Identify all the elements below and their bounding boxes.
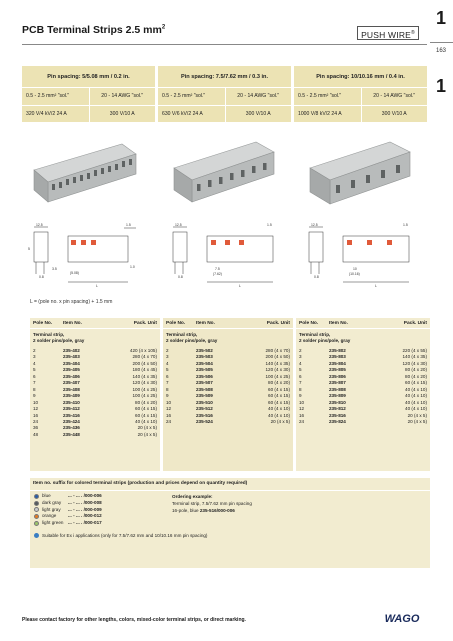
item-no-cell: 235-512 <box>196 406 213 412</box>
dim-label: 5 <box>28 247 30 251</box>
table-row <box>296 419 430 425</box>
pole-no-cell: 8 <box>299 386 302 392</box>
section-title-line: 2 solder pins/pole, gray <box>166 338 218 343</box>
ordering-example <box>172 494 252 514</box>
spec-row-rating <box>294 106 427 123</box>
order-column-7mm <box>163 318 293 471</box>
pole-no-cell: 2 <box>33 348 36 353</box>
item-no-cell: 235-402 <box>63 348 80 353</box>
dim-label: 1.5 <box>126 223 131 227</box>
pole-no-cell: 10 <box>299 399 305 405</box>
pole-no-cell: 5 <box>166 367 169 373</box>
pole-no-cell: 10 <box>166 399 172 405</box>
side-divider <box>430 42 453 43</box>
spec-cell: 0.5 - 2.5 mm² "sol." <box>298 93 342 99</box>
item-no-cell: 235-812 <box>329 406 346 412</box>
dim-label: (7.62) <box>213 272 222 276</box>
pole-no-cell: 10 <box>33 399 39 405</box>
pack-unit-cell: 20 (4 x 5) <box>407 412 427 418</box>
header-item-no: Item No. <box>196 321 215 326</box>
spec-cell: 0.5 - 2.5 mm² "sol." <box>162 93 206 99</box>
pack-unit-cell: 420 (4 x 105) <box>129 348 157 353</box>
spec-column-5mm <box>22 66 155 122</box>
item-no-cell: 235-406 <box>63 373 80 379</box>
footer-note: Please contact factory for other lengths, colors, mixed-color terminal strips, or direct marking. <box>22 617 246 623</box>
terminal-strip-photo-7mm <box>170 130 280 210</box>
pole-no-cell: 6 <box>299 373 302 379</box>
suffix-title: Item no. suffix for colored terminal strips (production and prices depend on quantity required) <box>30 478 430 491</box>
dim-label: 1.5 <box>403 223 408 227</box>
wago-logo <box>380 611 424 625</box>
item-no-cell: 235-412 <box>63 406 80 412</box>
dim-label: 0.8 <box>178 275 183 279</box>
brand-badge <box>357 26 419 40</box>
pole-no-cell: 4 <box>166 360 169 366</box>
section-title <box>30 329 160 344</box>
terminal-strip-photo-10mm <box>306 130 416 210</box>
header-pole-no: Pole No. <box>166 321 186 326</box>
pack-unit-cell: 40 (4 x 10) <box>405 393 427 399</box>
pole-no-cell: 16 <box>299 412 305 418</box>
example-line: Terminal strip, 7.5/7.62 mm pin spacing <box>172 500 252 506</box>
item-no-cell: 235-403 <box>63 354 80 360</box>
spec-cell: 300 V/10 A <box>225 106 292 123</box>
suffix-item <box>34 507 154 514</box>
example-prefix: 16-pole, blue <box>172 507 199 513</box>
header-pack-unit: Pack. Unit <box>403 321 427 326</box>
spec-cell: 20 - 14 AWG "sol." <box>361 88 428 105</box>
column-header <box>296 318 430 329</box>
pole-no-cell: 9 <box>166 393 169 399</box>
logo-text: WAGO <box>384 613 420 625</box>
item-no-cell: 235-803 <box>329 354 346 360</box>
spec-cell: 0.5 - 2.5 mm² "sol." <box>26 93 70 99</box>
pole-no-cell: 16 <box>166 412 172 418</box>
ex-i-icon <box>34 533 39 538</box>
spec-cell: 300 V/10 A <box>361 106 428 123</box>
item-no-cell: 235-410 <box>63 399 80 405</box>
item-no-cell: 235-509 <box>196 393 213 399</box>
item-no-cell: 235-824 <box>329 418 346 424</box>
dim-label: 1.0 <box>130 265 135 269</box>
example-title: Ordering example: <box>172 494 213 499</box>
ex-i-note <box>34 533 207 538</box>
pole-no-cell: 24 <box>299 418 305 424</box>
color-name: dark gray <box>42 499 62 505</box>
spec-heading: Pin spacing: 5/5.08 mm / 0.2 in. <box>22 66 155 88</box>
pole-no-cell: 4 <box>33 360 36 366</box>
suffix-item <box>34 500 154 507</box>
pack-unit-cell: 140 (4 x 35) <box>402 354 427 360</box>
spec-cell: 630 V/6 kV/2 24 A <box>162 110 203 117</box>
header-pack-unit: Pack. Unit <box>266 321 290 326</box>
spec-row-wire <box>22 88 155 106</box>
pack-unit-cell: 40 (4 x 10) <box>268 412 290 418</box>
color-code: ... - ... . /000-017 <box>68 520 102 526</box>
pack-unit-cell: 60 (4 x 15) <box>268 399 290 405</box>
spec-heading: Pin spacing: 10/10.16 mm / 0.4 in. <box>294 66 427 88</box>
section-title-line: Terminal strip, <box>166 332 198 337</box>
pack-unit-cell: 60 (4 x 15) <box>135 412 157 418</box>
header-item-no: Item No. <box>329 321 348 326</box>
item-no-cell: 235-416 <box>63 412 80 418</box>
item-no-cell: 235-407 <box>63 380 80 386</box>
brand-text: PUSH WIRE <box>361 29 412 40</box>
column-header <box>163 318 293 329</box>
spec-table <box>22 66 427 122</box>
spec-row-rating <box>22 106 155 123</box>
item-no-cell: 235-502 <box>196 348 213 353</box>
item-no-cell: 235-806 <box>329 373 346 379</box>
pole-no-cell: 2 <box>166 348 169 353</box>
spec-row-wire <box>158 88 291 106</box>
section-title-line: Terminal strip, <box>33 332 65 337</box>
pack-unit-cell: 40 (4 x 10) <box>405 406 427 412</box>
item-no-cell: 235-810 <box>329 399 346 405</box>
pole-no-cell: 3 <box>166 354 169 360</box>
item-no-cell: 235-405 <box>63 367 80 373</box>
section-title-line: 2 solder pins/pole, gray <box>299 338 351 343</box>
color-swatch-icon <box>34 494 39 499</box>
dim-label: L <box>239 284 241 288</box>
chapter-tab: 1 <box>435 76 446 96</box>
pack-unit-cell: 200 (4 x 50) <box>265 354 290 360</box>
pack-unit-cell: 60 (4 x 15) <box>268 393 290 399</box>
item-no-cell: 235-802 <box>329 348 346 353</box>
pack-unit-cell: 60 (4 x 15) <box>268 386 290 392</box>
item-no-cell: 235-507 <box>196 380 213 386</box>
pack-unit-cell: 40 (4 x 10) <box>405 386 427 392</box>
column-header <box>30 318 160 329</box>
terminal-strip-photo-5mm <box>30 130 140 210</box>
pole-no-cell: 12 <box>33 406 39 412</box>
chapter-number: 1 <box>435 8 446 28</box>
item-no-cell: 235-505 <box>196 367 213 373</box>
page-number: 163 <box>435 48 446 54</box>
spec-heading: Pin spacing: 7.5/7.62 mm / 0.3 in. <box>158 66 291 88</box>
pack-unit-cell: 120 (4 x 30) <box>265 367 290 373</box>
suffix-item <box>34 493 154 500</box>
pole-no-cell: 16 <box>33 412 39 418</box>
item-no-cell: 235-404 <box>63 360 80 366</box>
dim-label: 12.5 <box>175 223 182 227</box>
pole-no-cell: 3 <box>33 354 36 360</box>
item-no-cell: 235-816 <box>329 412 346 418</box>
brand-registered-mark: ® <box>411 30 415 36</box>
color-swatch-icon <box>34 514 39 519</box>
pole-no-cell: 5 <box>33 367 36 373</box>
pack-unit-cell: 120 (4 x 30) <box>402 360 427 366</box>
order-column-10mm <box>296 318 430 471</box>
pole-no-cell: 6 <box>166 373 169 379</box>
item-no-cell: 235-503 <box>196 354 213 360</box>
item-no-cell: 235-436 <box>63 425 80 431</box>
item-no-cell: 235-510 <box>196 399 213 405</box>
dim-label: 0.8 <box>314 275 319 279</box>
item-no-cell: 235-424 <box>63 418 80 424</box>
example-line <box>172 508 252 515</box>
pack-unit-cell: 20 (4 x 5) <box>270 418 290 424</box>
spec-row-wire <box>294 88 427 106</box>
pack-unit-cell: 20 (4 x 5) <box>137 431 157 437</box>
dim-label: 1.5 <box>267 223 272 227</box>
pack-unit-cell: 140 (4 x 35) <box>132 373 157 379</box>
pole-no-cell: 8 <box>166 386 169 392</box>
pole-no-cell: 12 <box>166 406 172 412</box>
color-code: ... - ... . /000-006 <box>68 493 102 498</box>
color-suffix-box <box>30 478 430 568</box>
ex-i-note-text: Suitable for Ex i applications (only for 7.5/7.62 mm and 10/10.16 mm pin spacing) <box>42 533 208 538</box>
dim-label: 12.5 <box>311 223 318 227</box>
pole-no-cell: 8 <box>33 386 36 392</box>
spec-cell: 1000 V/8 kV/2 24 A <box>298 110 342 117</box>
pack-unit-cell: 140 (4 x 35) <box>265 360 290 366</box>
dim-label: 3.5 <box>52 267 57 271</box>
pack-unit-cell: 200 (4 x 50) <box>132 360 157 366</box>
dim-label: 12.5 <box>36 223 43 227</box>
page-title <box>22 24 165 36</box>
pole-no-cell: 7 <box>166 380 169 386</box>
dim-label: L <box>96 284 98 288</box>
color-name: light gray <box>42 506 61 512</box>
header-divider <box>22 44 427 45</box>
pack-unit-cell: 60 (4 x 15) <box>405 380 427 386</box>
dimension-drawing-5mm <box>26 222 151 290</box>
pole-no-cell: 9 <box>33 393 36 399</box>
spec-row-rating <box>158 106 291 123</box>
order-rows <box>296 348 430 425</box>
color-swatch-icon <box>34 507 39 512</box>
order-rows <box>30 348 160 438</box>
header-pole-no: Pole No. <box>299 321 319 326</box>
order-rows <box>163 348 293 425</box>
dim-label: 7.5 <box>215 267 220 271</box>
spec-column-10mm <box>294 66 427 122</box>
pack-unit-cell: 100 (4 x 25) <box>265 373 290 379</box>
color-code: ... - ... . /000-009 <box>68 506 102 512</box>
pole-no-cell: 4 <box>299 360 302 366</box>
pole-no-cell: 12 <box>299 406 305 412</box>
item-no-cell: 235-804 <box>329 360 346 366</box>
suffix-list <box>34 493 154 527</box>
item-no-cell: 235-448 <box>63 431 80 437</box>
section-title <box>163 329 293 344</box>
pole-no-cell: 7 <box>299 380 302 386</box>
pole-no-cell: 2 <box>299 348 302 353</box>
dimension-drawing-10mm <box>301 222 426 290</box>
pole-no-cell: 7 <box>33 380 36 386</box>
dimension-drawing-7mm <box>165 222 290 290</box>
pole-no-cell: 6 <box>33 373 36 379</box>
suffix-item <box>34 520 154 527</box>
pole-no-cell: 24 <box>166 418 172 424</box>
pack-unit-cell: 80 (4 x 20) <box>135 399 157 405</box>
header-item-no: Item No. <box>63 321 82 326</box>
item-no-cell: 235-808 <box>329 386 346 392</box>
pack-unit-cell: 100 (4 x 25) <box>132 386 157 392</box>
pole-no-cell: 9 <box>299 393 302 399</box>
dim-label: (5.08) <box>70 271 79 275</box>
example-code: 235-516/000-006 <box>199 507 235 513</box>
item-no-cell: 235-409 <box>63 393 80 399</box>
pack-unit-cell: 280 (4 x 70) <box>132 354 157 360</box>
item-no-cell: 235-508 <box>196 386 213 392</box>
color-swatch-icon <box>34 501 39 506</box>
ordering-table <box>30 318 430 471</box>
item-no-cell: 235-506 <box>196 373 213 379</box>
color-code: ... - ... . /000-012 <box>68 513 102 519</box>
pack-unit-cell: 20 (4 x 5) <box>137 425 157 431</box>
section-title <box>296 329 430 344</box>
item-no-cell: 235-809 <box>329 393 346 399</box>
item-no-cell: 235-408 <box>63 386 80 392</box>
item-no-cell: 235-807 <box>329 380 346 386</box>
color-name: light green <box>42 520 64 526</box>
table-row <box>30 432 160 438</box>
pole-no-cell: 5 <box>299 367 302 373</box>
pack-unit-cell: 280 (4 x 70) <box>265 348 290 353</box>
spec-cell: 320 V/4 kV/2 24 A <box>26 110 67 117</box>
page-title-superscript: 2 <box>161 24 166 31</box>
pack-unit-cell: 180 (4 x 45) <box>132 367 157 373</box>
pole-no-cell: 3 <box>299 354 302 360</box>
dim-label: 0.8 <box>39 275 44 279</box>
spec-cell: 300 V/10 A <box>89 106 156 123</box>
order-column-5mm <box>30 318 160 471</box>
dim-label: (10.16) <box>349 272 360 276</box>
spec-column-7mm <box>158 66 291 122</box>
spec-cell: 20 - 14 AWG "sol." <box>225 88 292 105</box>
pack-unit-cell: 40 (4 x 10) <box>268 406 290 412</box>
table-row <box>163 419 293 425</box>
pole-no-cell: 24 <box>33 418 39 424</box>
color-name: blue <box>42 493 51 498</box>
pack-unit-cell: 20 (4 x 5) <box>407 418 427 424</box>
item-no-cell: 235-516 <box>196 412 213 418</box>
header-pack-unit: Pack. Unit <box>133 321 157 326</box>
color-swatch-icon <box>34 521 39 526</box>
pack-unit-cell: 120 (4 x 30) <box>132 380 157 386</box>
item-no-cell: 235-805 <box>329 367 346 373</box>
section-title-line: 2 solder pins/pole, gray <box>33 338 85 343</box>
dim-label: L <box>375 284 377 288</box>
pack-unit-cell: 80 (4 x 20) <box>405 373 427 379</box>
pack-unit-cell: 40 (4 x 10) <box>405 399 427 405</box>
color-name: orange <box>42 513 57 519</box>
suffix-item <box>34 513 154 520</box>
pole-no-cell: 36 <box>33 425 39 431</box>
header-pole-no: Pole No. <box>33 321 53 326</box>
pack-unit-cell: 220 (4 x 55) <box>402 348 427 353</box>
pack-unit-cell: 40 (4 x 10) <box>135 418 157 424</box>
spec-cell: 20 - 14 AWG "sol." <box>89 88 156 105</box>
length-formula: L = (pole no. x pin spacing) + 1.5 mm <box>30 299 113 305</box>
pack-unit-cell: 100 (4 x 25) <box>132 393 157 399</box>
section-title-line: Terminal strip, <box>299 332 331 337</box>
page-title-text: PCB Terminal Strips 2.5 mm <box>22 24 162 36</box>
pole-no-cell: 48 <box>33 431 39 437</box>
item-no-cell: 235-524 <box>196 418 213 424</box>
item-no-cell: 235-504 <box>196 360 213 366</box>
pack-unit-cell: 80 (4 x 20) <box>268 380 290 386</box>
color-code: ... - ... . /000-008 <box>68 499 102 505</box>
dim-label: 10 <box>353 267 357 271</box>
pack-unit-cell: 60 (4 x 15) <box>135 406 157 412</box>
pack-unit-cell: 80 (4 x 20) <box>405 367 427 373</box>
